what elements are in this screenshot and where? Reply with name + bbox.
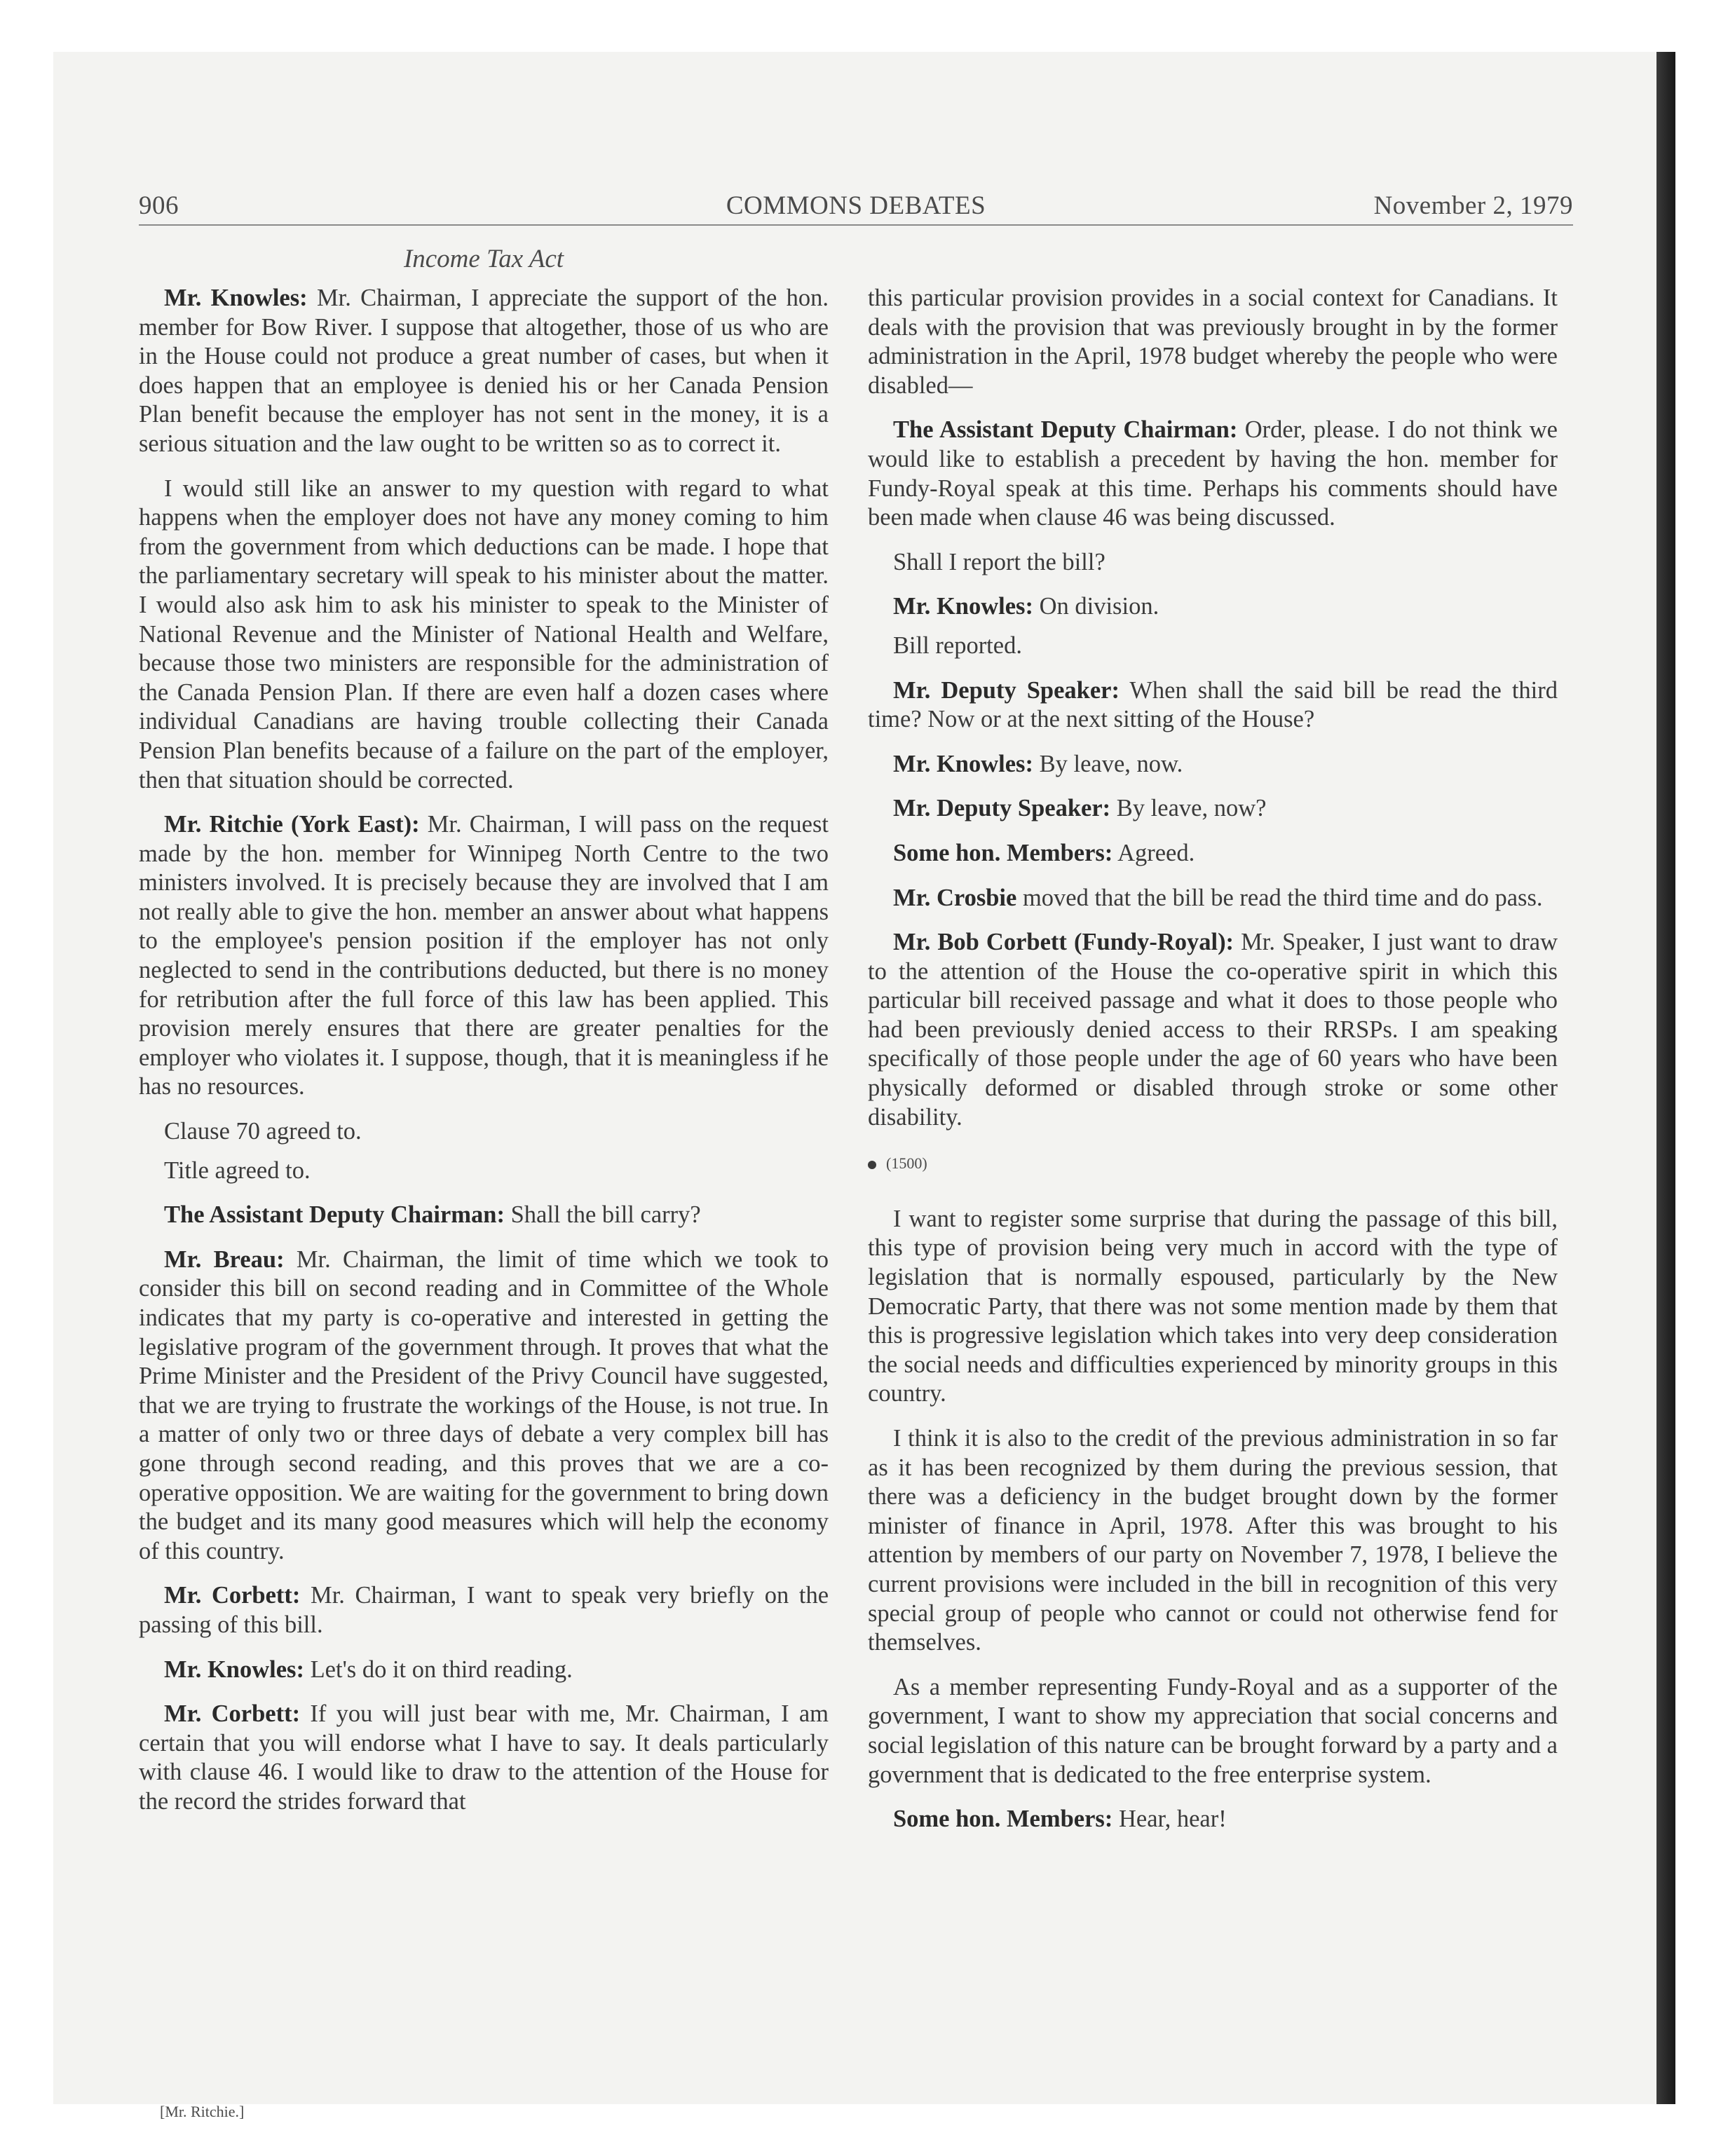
speaker-name: Mr. Deputy Speaker: [893, 795, 1111, 822]
time-marker-text: (1500) [886, 1154, 927, 1173]
paragraph [868, 884, 1558, 913]
speaker-name: Mr. Crosbie [893, 884, 1017, 911]
speaker-name: Mr. Ritchie (York East): [164, 811, 420, 838]
paragraph [139, 1581, 829, 1639]
paragraph-text: If you will just bear with me, Mr. Chairman, I am certain that you will endorse what I have to say. It deals particularly with clause 46. I would like to draw to the attention of the House for the record the strides forward that [139, 1700, 829, 1815]
paragraph-text: As a member representing Fundy-Royal and as a supporter of the government, I want to show my appreciation that social concerns and social legislation of this nature can be brought forward by a party and a government that is dedicated to the free enterprise system. [868, 1673, 1558, 1788]
scan-edge-strip [1656, 52, 1675, 2104]
paragraph [139, 284, 829, 459]
section-title: Income Tax Act [403, 245, 564, 273]
publication-title: COMMONS DEBATES [726, 191, 986, 220]
right-column-upper [868, 284, 1558, 1132]
paragraph-text: Agreed. [1113, 839, 1195, 866]
paragraph-text: Order, please. I do not think we would like to establish a precedent by having the hon. member for Fundy-Royal speak at this time. Perhaps his comments should have been made when clause 46 was being discussed. [868, 416, 1558, 531]
paragraph-text: moved that the bill be read the third time and do pass. [1016, 884, 1543, 911]
paragraph-text: By leave, now? [1110, 795, 1267, 822]
right-column [868, 284, 1558, 1850]
paragraph [868, 632, 1558, 661]
paragraph [139, 1157, 829, 1186]
paragraph-text: I think it is also to the credit of the previous administration in so far as it has been recognized by them during the previous session, that there was a deficiency in the budget brought down by the former minister of finance in April, 1978. After this was brought to his attention by members of our party on November 7, 1978, I believe the current provisions were included in the bill in recognition of this very special group of people who cannot or could not otherwise fend for themselves. [868, 1425, 1558, 1656]
paragraph-text: Mr. Chairman, I want to speak very briefly on the passing of this bill. [139, 1582, 829, 1638]
paragraph [868, 676, 1558, 735]
paragraph-text: I would still like an answer to my question with regard to what happens when the employer does not have any money coming to him from the government from which deductions can be made. I hope that the parliamentary secretary will speak to his minister about the matter. I would also ask him to ask his minister to speak to the Minister of National Revenue and the Minister of National Health and Welfare, because those two ministers are responsible for the administration of the Canada Pension Plan. If there are even half a dozen cases where individual Canadians are having trouble collecting their Canada Pension Plan benefits because of a failure on the part of the employer, then that situation should be corrected. [139, 475, 829, 793]
paragraph [139, 1700, 829, 1816]
bullet-icon [868, 1161, 876, 1169]
paragraph-text: Let's do it on third reading. [304, 1656, 573, 1683]
speaker-name: Mr. Bob Corbett (Fundy-Royal): [893, 929, 1234, 956]
speaker-name: Some hon. Members: [893, 1806, 1113, 1833]
paragraph-text: Mr. Chairman, I appreciate the support of the hon. member for Bow River. I suppose that altogether, those of us who are in the House could not produce a great number of cases, but when it does happen that an employee is denied his or her Canada Pension Plan benefit because the employer has not sent in the money, it is a serious situation and the law ought to be written so as to correct it. [139, 285, 829, 457]
paragraph-text: this particular provision provides in a social context for Canadians. It deals with the provision that was previously brought in by the former administration in the April, 1978 budget whereby the people who were disabled— [868, 285, 1558, 399]
paragraph-text: When shall the said bill be read the third time? Now or at the next sitting of the House? [868, 676, 1558, 733]
paragraph-text: Bill reported. [893, 632, 1022, 659]
header-rule [139, 224, 1573, 226]
paragraph [868, 548, 1558, 578]
paragraph [868, 1205, 1558, 1409]
running-header [139, 191, 1573, 226]
speaker-name: The Assistant Deputy Chairman: [893, 416, 1238, 444]
paragraph-text: Shall the bill carry? [504, 1201, 701, 1229]
left-column [139, 284, 829, 1832]
paragraph [139, 810, 829, 1102]
speaker-name: Mr. Deputy Speaker: [893, 676, 1120, 704]
paragraph-text: I want to register some surprise that during the passage of this bill, this type of provision being very much in accord with the type of legislation that is normally espoused, particularly by the New Democratic Party, that there was not some mention made by them that this is progressive legislation which takes into very deep consideration the social needs and difficulties experienced by minority groups in this country. [868, 1205, 1558, 1407]
right-column-lower [868, 1205, 1558, 1834]
time-marker [868, 1149, 1558, 1178]
paragraph [868, 1805, 1558, 1834]
speaker-name: Mr. Breau: [164, 1246, 285, 1273]
paragraph-text: Clause 70 agreed to. [164, 1118, 362, 1145]
speaker-name: Mr. Corbett: [164, 1582, 301, 1609]
speaker-name: Some hon. Members: [893, 839, 1113, 866]
paragraph-text: Hear, hear! [1113, 1806, 1227, 1833]
paragraph [139, 475, 829, 796]
speaker-name: Mr. Knowles: [893, 593, 1033, 620]
paragraph [868, 1673, 1558, 1789]
speaker-name: The Assistant Deputy Chairman: [164, 1201, 505, 1229]
paragraph [868, 284, 1558, 400]
paragraph [868, 416, 1558, 532]
paragraph-text: On division. [1033, 593, 1159, 620]
paragraph-text: Title agreed to. [164, 1157, 311, 1184]
speaker-name: Mr. Knowles: [164, 1656, 304, 1683]
paragraph [139, 1201, 829, 1230]
issue-date: November 2, 1979 [1373, 191, 1573, 220]
paragraph [868, 839, 1558, 868]
page-number: 906 [139, 191, 179, 220]
paragraph [868, 928, 1558, 1132]
paragraph [868, 592, 1558, 622]
paragraph-text: Mr. Chairman, the limit of time which we took to consider this bill on second reading and in Committee of the Whole indicates that my party is co-operative and interested in getting the legislative program of the government through. It proves that what the Prime Minister and the President of the Privy Council have suggested, that we are trying to frustrate the workings of the House, is not true. In a matter of only two or three days of debate a very complex bill has gone through second reading, and this proves that we are a co-operative opposition. We are waiting for the government to bring down the budget and its many good measures which will help the economy of this country. [139, 1246, 829, 1564]
paragraph [139, 1246, 829, 1567]
paragraph-text: Mr. Speaker, I just want to draw to the attention of the House the co-operative spirit in which this particular bill received passage and what it does to those people who had been previously denied access to their RRSPs. I am speaking specifically of those people under the age of 60 years who have been physically deformed or disabled through stroke or some other disability. [868, 929, 1558, 1131]
footnote: [Mr. Ritchie.] [160, 2103, 245, 2120]
speaker-name: Mr. Knowles: [164, 285, 308, 311]
paragraph-text: Shall I report the bill? [893, 548, 1105, 575]
paragraph-text: By leave, now. [1033, 750, 1183, 777]
paragraph [139, 1656, 829, 1685]
paragraph [139, 1117, 829, 1147]
paragraph [868, 794, 1558, 824]
speaker-name: Mr. Corbett: [164, 1700, 301, 1728]
paragraph [868, 750, 1558, 779]
speaker-name: Mr. Knowles: [893, 750, 1033, 777]
paragraph-text: Mr. Chairman, I will pass on the request made by the hon. member for Winnipeg North Centre to the two ministers involved. It is precisely because they are involved that I am not really able to give the hon. member an answer about what happens to the employee's pension position if the employer has not only neglected to send in the contributions deducted, but there is no money for retribution after the full force of this law has been applied. This provision merely ensures that there are greater penalties for the employer who violates it. I suppose, though, that it is meaningless if he has no resources. [139, 811, 829, 1100]
paragraph [868, 1424, 1558, 1658]
